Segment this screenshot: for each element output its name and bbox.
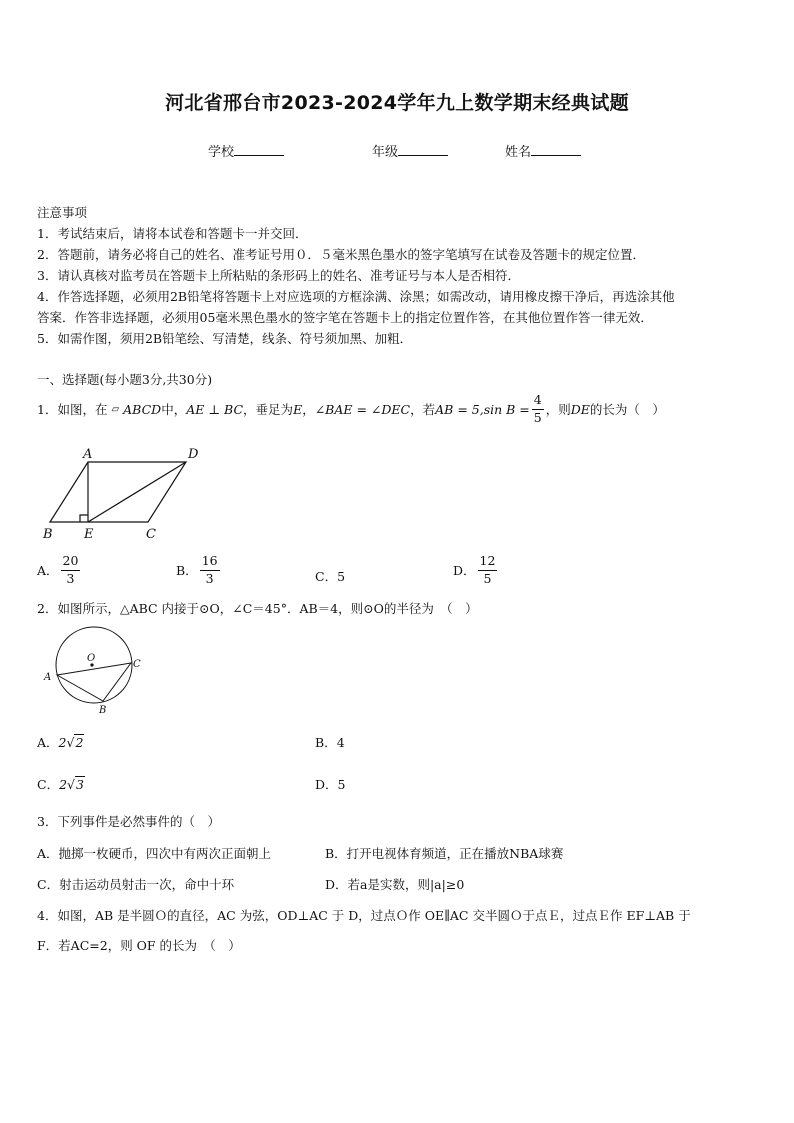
- label-c: C: [133, 659, 141, 670]
- q2-option-c[interactable]: [37, 775, 85, 793]
- q4-stem-line1: 4．如图，AB 是半圆Ｏ的直径，AC 为弦，OD⊥AC 于 D，过点Ｏ作 OE∥AC 交半圆Ｏ于点Ｅ，过点Ｅ作 EF⊥AB 于: [37, 908, 691, 923]
- parallelogram-abcd: [50, 462, 186, 522]
- fraction-denominator: 5: [483, 570, 492, 586]
- q1-condition: AB = 5,sin B =: [435, 401, 530, 417]
- notice-item-1: 1．考试结束后，请将本试卷和答题卡一并交回．: [37, 226, 308, 241]
- option-letter: B．: [315, 735, 337, 750]
- right-angle-mark: [80, 515, 88, 522]
- q3-option-d[interactable]: D．若a是实数，则|a|≥0: [325, 877, 465, 892]
- notice-heading: 注意事项: [37, 205, 88, 220]
- sqrt-symbol: √3: [67, 777, 84, 792]
- q1-abcd: ABCD: [123, 401, 162, 417]
- q1-angles: ∠BAE = ∠DEC: [314, 401, 411, 417]
- q4-stem-line2: F．若AC=2，则 OF 的长为 （ ）: [37, 938, 241, 953]
- q1-option-a[interactable]: [37, 555, 82, 585]
- school-label: 学校: [208, 145, 235, 160]
- label-c: C: [146, 527, 156, 542]
- school-field: [208, 141, 284, 160]
- option-value: 5: [337, 777, 346, 792]
- fraction-numerator: 16: [200, 555, 220, 571]
- fraction-denominator: 3: [205, 570, 214, 586]
- option-letter: C．: [37, 777, 60, 792]
- fraction-numerator: 12: [478, 555, 498, 571]
- notice-item-4-cont: 答案．作答非选择题，必须用05毫米黑色墨水的签字笔在答题卡上的指定位置作答，在其他位置作答一律无效．: [37, 310, 653, 325]
- notice-item-5: 5．如需作图，须用2B铅笔绘、写清楚，线条、符号须加黑、加粗．: [37, 331, 413, 346]
- q1-parallelogram-figure: [38, 444, 208, 544]
- notice-item-3: 3．请认真核对监考员在答题卡上所粘贴的条形码上的姓名、准考证号与本人是否相符．: [37, 268, 520, 283]
- option-coefficient: 2: [58, 735, 67, 750]
- grade-field: [372, 141, 448, 160]
- q2-option-b[interactable]: [315, 733, 345, 751]
- label-b: B: [99, 705, 107, 716]
- name-blank: [531, 143, 581, 156]
- q2-stem: 2．如图所示，△ABC 内接于⊙O，∠C＝45°．AB＝4，则⊙O的半径为 （ ）: [37, 601, 478, 616]
- label-a: A: [44, 672, 52, 683]
- q1-option-b[interactable]: [176, 555, 222, 585]
- radicand: 2: [75, 735, 84, 750]
- q1-sin-fraction: [532, 394, 544, 424]
- notice-item-2: 2．答题前，请务必将自己的姓名、准考证号用０．５毫米黑色墨水的签字笔填写在试卷及答题卡的规定位置．: [37, 247, 645, 262]
- fraction-numerator: 20: [61, 555, 81, 571]
- q1-text: 1．如图，在: [37, 402, 108, 417]
- grade-label: 年级: [372, 145, 399, 160]
- page-title: 河北省邢台市2023-2024学年九上数学期末经典试题: [165, 92, 629, 114]
- q1-e: E: [293, 401, 303, 417]
- option-letter: D．: [453, 563, 476, 578]
- q1-de: DE: [570, 401, 590, 417]
- option-letter: A．: [37, 735, 59, 750]
- name-field: [505, 141, 581, 160]
- q1-perp: AE ⊥ BC: [186, 401, 244, 417]
- option-value: 4: [336, 735, 345, 750]
- label-e: E: [84, 527, 94, 542]
- q1-text: ，: [302, 402, 315, 417]
- q2-option-a[interactable]: [37, 733, 84, 751]
- fraction-denominator: 3: [66, 570, 75, 586]
- option-letter: C．: [315, 569, 338, 584]
- option-coefficient: 2: [59, 777, 68, 792]
- sqrt-symbol: √2: [66, 735, 84, 750]
- option-fraction: [200, 555, 220, 585]
- label-d: D: [188, 447, 199, 462]
- fraction-numerator: 4: [532, 394, 544, 410]
- option-fraction: [478, 555, 498, 585]
- radicand: 3: [76, 777, 84, 792]
- option-letter: B．: [176, 563, 198, 578]
- q1-text: ，若: [410, 402, 436, 417]
- q3-option-c[interactable]: C．射击运动员射击一次，命中十环: [37, 877, 235, 892]
- segment-de: [88, 462, 186, 522]
- grade-blank: [398, 143, 448, 156]
- school-blank: [234, 143, 284, 156]
- triangle-abc: [57, 663, 131, 701]
- q2-circle-figure: [38, 625, 148, 717]
- parallelogram-symbol: ▱: [111, 403, 120, 415]
- name-label: 姓名: [505, 145, 532, 160]
- q3-option-b[interactable]: B．打开电视体育频道，正在播放NBA球赛: [325, 846, 564, 861]
- q1-option-c[interactable]: [315, 567, 345, 585]
- q2-option-d[interactable]: [315, 775, 345, 793]
- label-o: O: [87, 653, 96, 664]
- option-fraction: [61, 555, 81, 585]
- label-b: B: [43, 527, 53, 542]
- fraction-denominator: 5: [533, 409, 542, 425]
- q3-stem: 3．下列事件是必然事件的（ ）: [37, 814, 220, 829]
- q1-option-d[interactable]: [453, 555, 499, 585]
- q1-text: ，则: [545, 402, 571, 417]
- option-letter: A．: [37, 563, 59, 578]
- label-a: A: [83, 447, 93, 462]
- q1-stem: [37, 389, 665, 429]
- q1-text: ，垂足为: [243, 402, 294, 417]
- section-heading: 一、选择题(每小题3分,共30分): [37, 372, 213, 387]
- q1-text: 中，: [161, 402, 187, 417]
- notice-item-4: 4．作答选择题，必须用2B铅笔将答题卡上对应选项的方框涂满、涂黑；如需改动，请用橡皮擦干净后，再选涂其他: [37, 289, 675, 304]
- q3-option-a[interactable]: A．抛掷一枚硬币，四次中有两次正面朝上: [37, 846, 272, 861]
- option-letter: D．: [315, 777, 338, 792]
- option-value: 5: [337, 569, 346, 584]
- q1-text: 的长为（ ）: [589, 402, 665, 417]
